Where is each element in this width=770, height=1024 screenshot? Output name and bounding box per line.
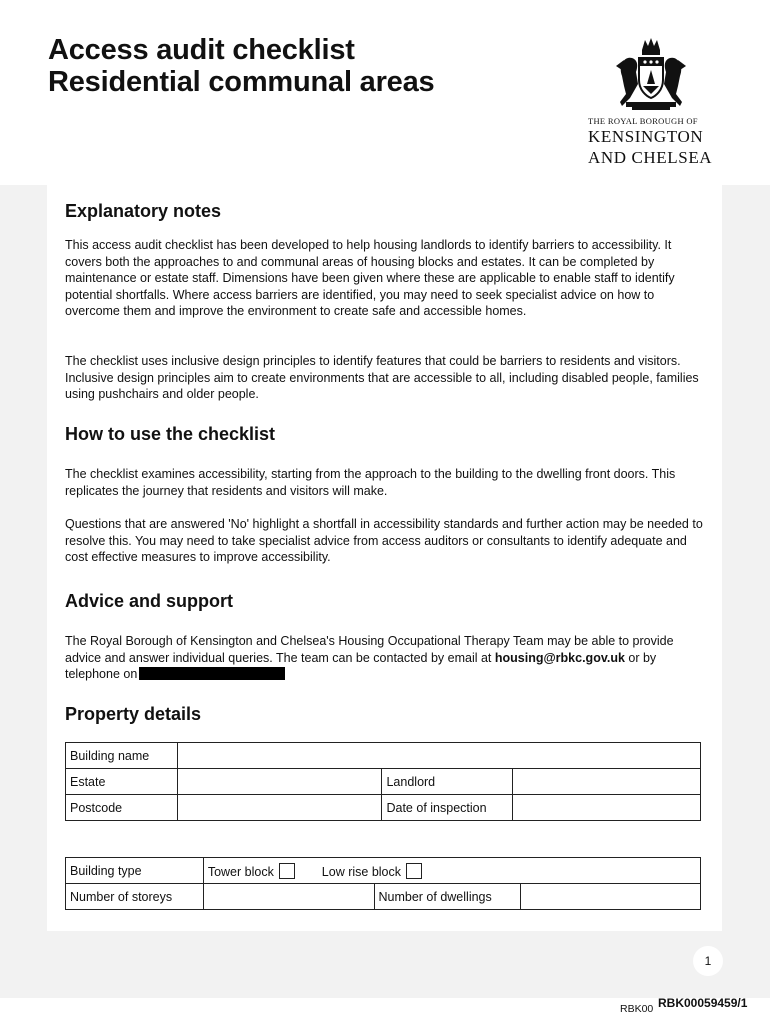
council-logo <box>588 36 738 168</box>
document-reference-small: RBK00 <box>620 1003 654 1015</box>
content-panel <box>47 185 722 931</box>
estate-field[interactable] <box>177 769 382 795</box>
table-row <box>66 769 701 795</box>
building-details-table <box>65 857 701 910</box>
advice-text-end: or by telephone on <box>65 650 657 681</box>
title-line-2: Residential communal areas <box>48 66 435 98</box>
tower-block-label: Tower block <box>207 864 274 879</box>
landlord-label: Landlord <box>382 769 513 795</box>
number-of-storeys-field[interactable] <box>203 884 374 910</box>
table-row <box>66 743 701 769</box>
heading-advice-and-support: Advice and support <box>65 591 234 611</box>
building-name-field[interactable] <box>177 743 700 769</box>
postcode-label: Postcode <box>66 795 178 821</box>
footer-strip <box>0 998 770 1024</box>
page-number: 1 <box>693 946 723 976</box>
title-line-1: Access audit checklist <box>48 34 355 66</box>
table-row <box>66 858 701 884</box>
logo-subtitle: THE ROYAL BOROUGH OF <box>588 116 698 126</box>
how-to-use-paragraph-1: The checklist examines accessibility, starting from the approach to the building to the dwelling front doors. This replicates the journey that residents and visitors will make. <box>65 467 676 498</box>
table-row <box>66 795 701 821</box>
logo-name-line-2: AND CHELSEA <box>588 148 713 167</box>
estate-label: Estate <box>66 769 178 795</box>
how-to-use-paragraph-2: Questions that are answered 'No' highlight a shortfall in accessibility standards and further action may be needed to resolve this. You may need to take specialist advice from access auditors or consultants to identify adequate and cost effective measures to improve accessibility. <box>65 517 703 564</box>
advice-text-start: The Royal Borough of Kensington and Chelsea's Housing Occupational Therapy Team may be able to provide advice and answer individual queries. The team can be contacted by email at <box>65 634 674 665</box>
number-of-dwellings-label: Number of dwellings <box>374 884 521 910</box>
low-rise-block-label: Low rise block <box>321 864 401 879</box>
postcode-field[interactable] <box>177 795 382 821</box>
coat-of-arms-icon <box>612 36 690 112</box>
property-details-table <box>65 742 701 821</box>
building-name-label: Building name <box>66 743 178 769</box>
contact-email: housing@rbkc.gov.uk <box>494 650 625 665</box>
tower-block-checkbox[interactable] <box>279 863 295 879</box>
explanatory-paragraph-1: This access audit checklist has been developed to help housing landlords to identify barriers to accessibility. It covers both the approaches to and communal areas of housing blocks and estates. It can be completed by maintenance or estate staff. Dimensions have been given where these are applicable to enable staff to identify potential shortfalls. Where access barriers are identified, you may need to seek specialist advice on how to overcome them and improve the environment to create safe and accessible homes. <box>65 238 675 318</box>
advice-paragraph <box>65 633 710 683</box>
date-of-inspection-label: Date of inspection <box>382 795 513 821</box>
landlord-field[interactable] <box>513 769 701 795</box>
low-rise-block-checkbox[interactable] <box>406 863 422 879</box>
number-of-dwellings-field[interactable] <box>521 884 701 910</box>
logo-name-line-1: KENSINGTON <box>588 127 704 146</box>
building-type-label: Building type <box>66 858 204 884</box>
document-reference: RBK00059459/1 <box>658 996 748 1010</box>
heading-property-details: Property details <box>65 704 202 724</box>
table-row <box>66 884 701 910</box>
number-of-storeys-label: Number of storeys <box>66 884 204 910</box>
explanatory-paragraph-2: The checklist uses inclusive design principles to identify features that could be barriers to residents and visitors. Inclusive design principles aim to create environments that are accessible to all, including disabled people, families using pushchairs and older people. <box>65 354 699 401</box>
heading-explanatory-notes: Explanatory notes <box>65 201 222 221</box>
building-type-options <box>203 858 700 884</box>
redacted-phone-number <box>139 667 285 680</box>
date-of-inspection-field[interactable] <box>513 795 701 821</box>
page-title <box>48 34 434 98</box>
heading-how-to-use: How to use the checklist <box>65 424 276 444</box>
